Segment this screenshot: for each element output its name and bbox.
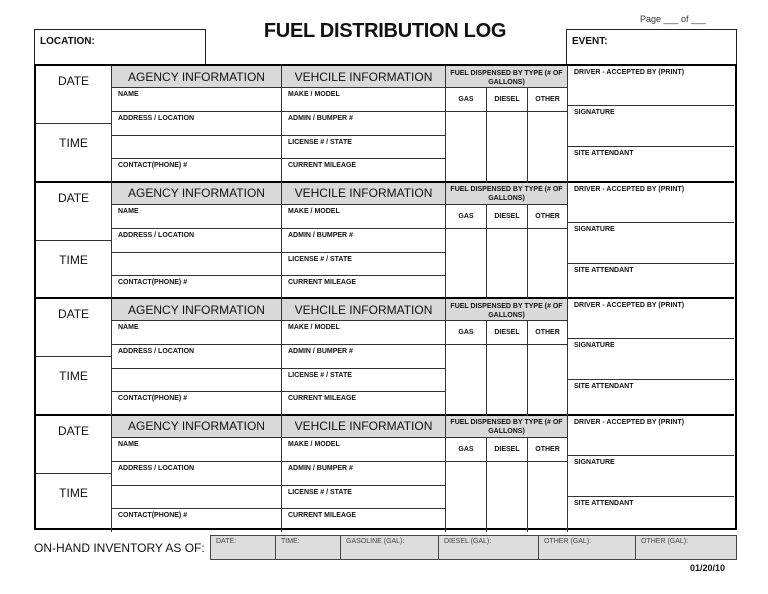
contact-field[interactable]: CONTACT(PHONE) # [112, 509, 282, 533]
event-label: EVENT: [572, 36, 608, 47]
signature-field[interactable]: SIGNATURE [568, 106, 734, 147]
fuel-header: FUEL DISPENSED BY TYPE (# OF GALLONS) [446, 66, 568, 88]
license-field[interactable]: LICENSE # / STATE [282, 486, 446, 509]
vehicle-header: VEHCILE INFORMATION [282, 183, 446, 205]
mileage-field[interactable]: CURRENT MILEAGE [282, 392, 446, 416]
inventory-field-2[interactable]: TIME: [276, 536, 341, 559]
inventory-field-4[interactable]: DIESEL (GAL): [439, 536, 539, 559]
fuel-header: FUEL DISPENSED BY TYPE (# OF GALLONS) [446, 183, 568, 205]
diesel-label: DIESEL [487, 88, 528, 112]
inventory-table [210, 535, 737, 560]
gas-field[interactable] [446, 112, 487, 183]
site-attendant-field[interactable]: SITE ATTENDANT [574, 499, 634, 507]
agency-header: AGENCY INFORMATION [112, 299, 282, 321]
gas-label: GAS [446, 88, 487, 112]
gas-label: GAS [446, 438, 487, 462]
log-entry-1 [36, 66, 734, 183]
gas-label: GAS [446, 321, 487, 345]
driver-field[interactable]: DRIVER - ACCEPTED BY (PRINT) [568, 66, 734, 106]
date-label: DATE [36, 416, 112, 474]
contact-field[interactable]: CONTACT(PHONE) # [112, 392, 282, 416]
vehicle-header: VEHCILE INFORMATION [282, 416, 446, 438]
inventory-field-6[interactable]: OTHER (GAL): [641, 538, 689, 545]
diesel-field[interactable] [487, 112, 528, 183]
time-label: TIME [36, 474, 112, 533]
make-model-field[interactable]: MAKE / MODEL [282, 321, 446, 345]
other-label: OTHER [528, 205, 568, 229]
name-field[interactable]: NAME [112, 321, 282, 345]
log-entry-3 [36, 299, 734, 416]
admin-bumper-field[interactable]: ADMIN / BUMPER # [282, 112, 446, 136]
other-label: OTHER [528, 438, 568, 462]
gas-field[interactable] [446, 345, 487, 416]
gas-field[interactable] [446, 229, 487, 300]
diesel-label: DIESEL [487, 321, 528, 345]
vehicle-header: VEHCILE INFORMATION [282, 66, 446, 88]
address-field[interactable]: ADDRESS / LOCATION [112, 462, 282, 486]
address-field-2[interactable] [112, 369, 282, 392]
address-field[interactable]: ADDRESS / LOCATION [112, 345, 282, 369]
agency-header: AGENCY INFORMATION [112, 66, 282, 88]
fuel-header: FUEL DISPENSED BY TYPE (# OF GALLONS) [446, 299, 568, 321]
log-entry-2 [36, 183, 734, 300]
make-model-field[interactable]: MAKE / MODEL [282, 438, 446, 462]
date-label: DATE [36, 66, 112, 124]
diesel-field[interactable] [487, 229, 528, 300]
diesel-label: DIESEL [487, 205, 528, 229]
mileage-field[interactable]: CURRENT MILEAGE [282, 509, 446, 533]
date-label: DATE [36, 299, 112, 357]
other-field[interactable] [528, 462, 568, 533]
inventory-field-3[interactable]: GASOLINE (GAL): [341, 536, 439, 559]
diesel-field[interactable] [487, 345, 528, 416]
location-label: LOCATION: [40, 36, 95, 47]
agency-header: AGENCY INFORMATION [112, 416, 282, 438]
gas-field[interactable] [446, 462, 487, 533]
license-field[interactable]: LICENSE # / STATE [282, 253, 446, 276]
other-field[interactable] [528, 112, 568, 183]
driver-field[interactable]: DRIVER - ACCEPTED BY (PRINT) [568, 416, 734, 456]
agency-header: AGENCY INFORMATION [112, 183, 282, 205]
name-field[interactable]: NAME [112, 205, 282, 229]
contact-field[interactable]: CONTACT(PHONE) # [112, 276, 282, 300]
fuel-header: FUEL DISPENSED BY TYPE (# OF GALLONS) [446, 416, 568, 438]
gas-label: GAS [446, 205, 487, 229]
location-field[interactable] [34, 29, 206, 65]
time-label: TIME [36, 124, 112, 183]
inventory-field-5[interactable]: OTHER (GAL): [539, 536, 636, 559]
diesel-field[interactable] [487, 462, 528, 533]
make-model-field[interactable]: MAKE / MODEL [282, 88, 446, 112]
other-field[interactable] [528, 345, 568, 416]
inventory-label: ON-HAND INVENTORY AS OF: [34, 541, 205, 555]
name-field[interactable]: NAME [112, 438, 282, 462]
signature-field[interactable]: SIGNATURE [568, 339, 734, 380]
driver-field[interactable]: DRIVER - ACCEPTED BY (PRINT) [568, 183, 734, 223]
address-field-2[interactable] [112, 136, 282, 159]
mileage-field[interactable]: CURRENT MILEAGE [282, 276, 446, 300]
admin-bumper-field[interactable]: ADMIN / BUMPER # [282, 462, 446, 486]
signature-field[interactable]: SIGNATURE [568, 223, 734, 264]
time-label: TIME [36, 241, 112, 300]
name-field[interactable]: NAME [112, 88, 282, 112]
inventory-field-1[interactable]: DATE: [211, 536, 276, 559]
license-field[interactable]: LICENSE # / STATE [282, 369, 446, 392]
log-entry-4 [36, 416, 734, 533]
driver-field[interactable]: DRIVER - ACCEPTED BY (PRINT) [568, 299, 734, 339]
site-attendant-field[interactable]: SITE ATTENDANT [574, 383, 634, 390]
page-title: FUEL DISTRIBUTION LOG [263, 20, 507, 42]
admin-bumper-field[interactable]: ADMIN / BUMPER # [282, 229, 446, 253]
make-model-field[interactable]: MAKE / MODEL [282, 205, 446, 229]
log-table [34, 64, 737, 530]
diesel-label: DIESEL [487, 438, 528, 462]
admin-bumper-field[interactable]: ADMIN / BUMPER # [282, 345, 446, 369]
page-number: Page ___ of ___ [640, 14, 707, 24]
address-field-2[interactable] [112, 253, 282, 276]
date-label: DATE [36, 183, 112, 241]
other-label: OTHER [528, 88, 568, 112]
contact-field[interactable]: CONTACT(PHONE) # [112, 159, 282, 183]
time-label: TIME [36, 357, 112, 416]
event-field[interactable] [566, 29, 737, 65]
license-field[interactable]: LICENSE # / STATE [282, 136, 446, 159]
revision-date: 01/20/10 [690, 563, 726, 573]
vehicle-header: VEHCILE INFORMATION [282, 299, 446, 321]
site-attendant-field[interactable]: SITE ATTENDANT [574, 266, 634, 274]
site-attendant-field[interactable]: SITE ATTENDANT [574, 150, 634, 157]
mileage-field[interactable]: CURRENT MILEAGE [282, 159, 446, 183]
address-field[interactable]: ADDRESS / LOCATION [112, 229, 282, 253]
other-label: OTHER [528, 321, 568, 345]
address-field[interactable]: ADDRESS / LOCATION [112, 112, 282, 136]
other-field[interactable] [528, 229, 568, 300]
address-field-2[interactable] [112, 486, 282, 509]
signature-field[interactable]: SIGNATURE [568, 456, 734, 497]
